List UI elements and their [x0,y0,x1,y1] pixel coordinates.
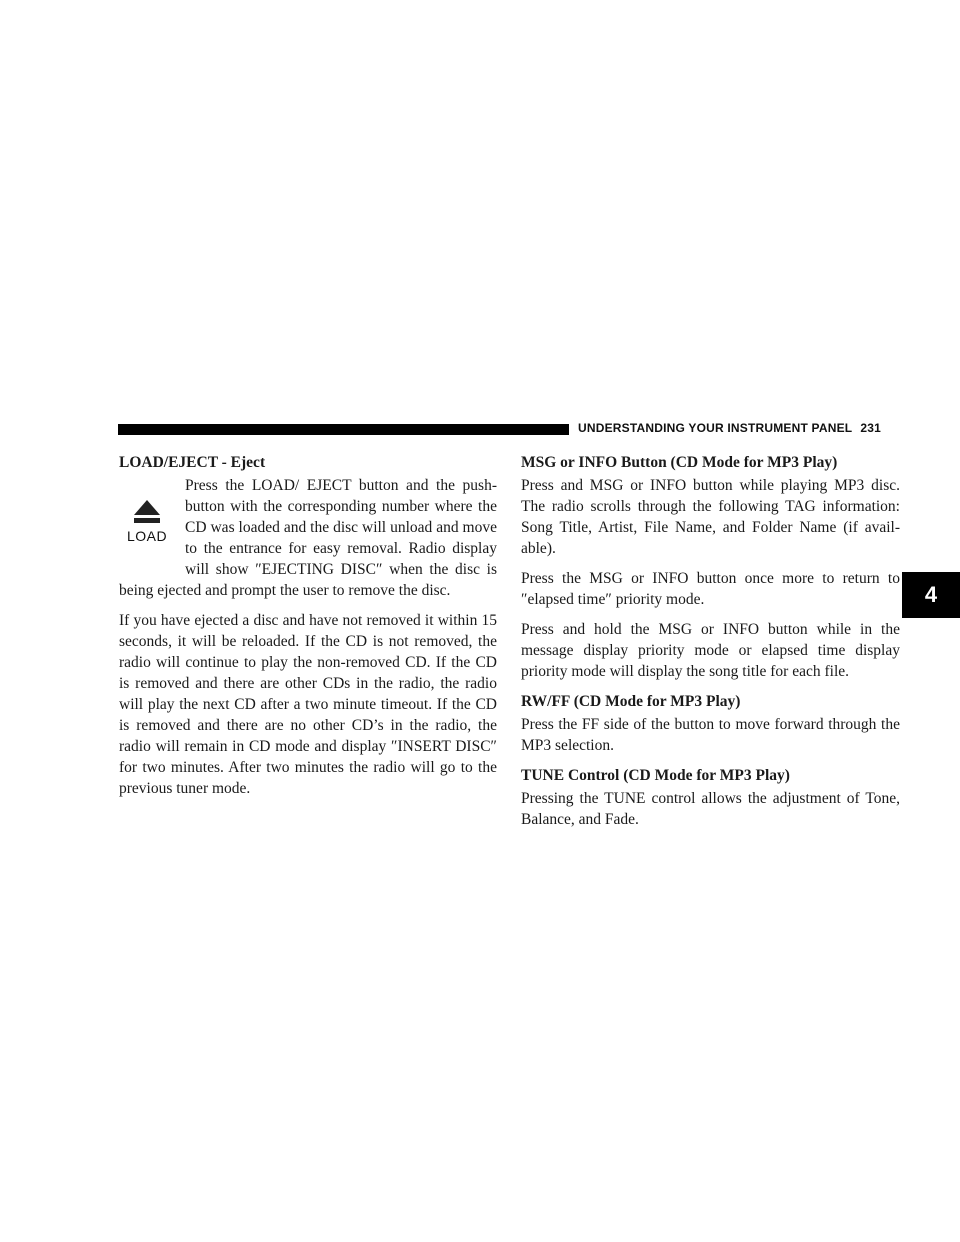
msg-info-heading: MSG or INFO Button (CD Mode for MP3 Play) [521,454,838,471]
header-rule [118,424,569,435]
eject-icon-label: LOAD [126,528,168,544]
load-eject-heading: LOAD/EJECT - Eject [119,454,266,471]
left-column [119,452,497,808]
rw-ff-paragraph: Press the FF side of the button to move forward through the MP3 selection. [521,716,900,754]
msg-info-paragraph-3: Press and hold the MSG or INFO button while in the message display priority mode or elapsed time display priority mode will display the song title for each file. [521,621,900,680]
eject-section [119,475,497,610]
right-column [521,452,900,839]
chapter-tab: 4 [902,572,960,618]
eject-triangle-icon [133,499,161,525]
section-title: UNDERSTANDING YOUR INSTRUMENT PANEL [578,421,853,435]
msg-info-paragraph-1: Press and MSG or INFO button while playing MP3 disc. The radio scrolls through the following TAG information: Song Title, Artist, File Name, and Folder Name (if avail-able). [521,477,900,557]
running-header [578,421,881,435]
msg-info-paragraph-2: Press the MSG or INFO button once more to return to ″elapsed time″ priority mode. [521,570,900,608]
load-eject-paragraph-2: If you have ejected a disc and have not removed it within 15 seconds, it will be reloaded. If the CD is not removed, the radio will continue to play the non-removed CD. If the CD is removed and there are other CDs in the radio, the radio will play the next CD after a two minute timeout. If the CD is removed and there are no other CD’s in the radio, the radio will remain in CD mode and display ″INSERT DISC″ for two minutes. After two minutes the radio will go to the previous tuner mode. [119,612,497,797]
tune-control-heading: TUNE Control (CD Mode for MP3 Play) [521,767,790,784]
load-eject-paragraph-1: Press the LOAD/ EJECT button and the push-button with the corresponding number where the CD was loaded and the disc will unload and move to the entrance for easy removal. Radio display will show ″EJECTING DISC″ when the disc is being ejected and prompt the user to remove the disc. [119,477,497,599]
page-number: 231 [860,421,881,435]
rw-ff-heading: RW/FF (CD Mode for MP3 Play) [521,693,741,710]
eject-icon [119,485,175,565]
tune-control-paragraph: Pressing the TUNE control allows the adjustment of Tone, Balance, and Fade. [521,790,900,828]
